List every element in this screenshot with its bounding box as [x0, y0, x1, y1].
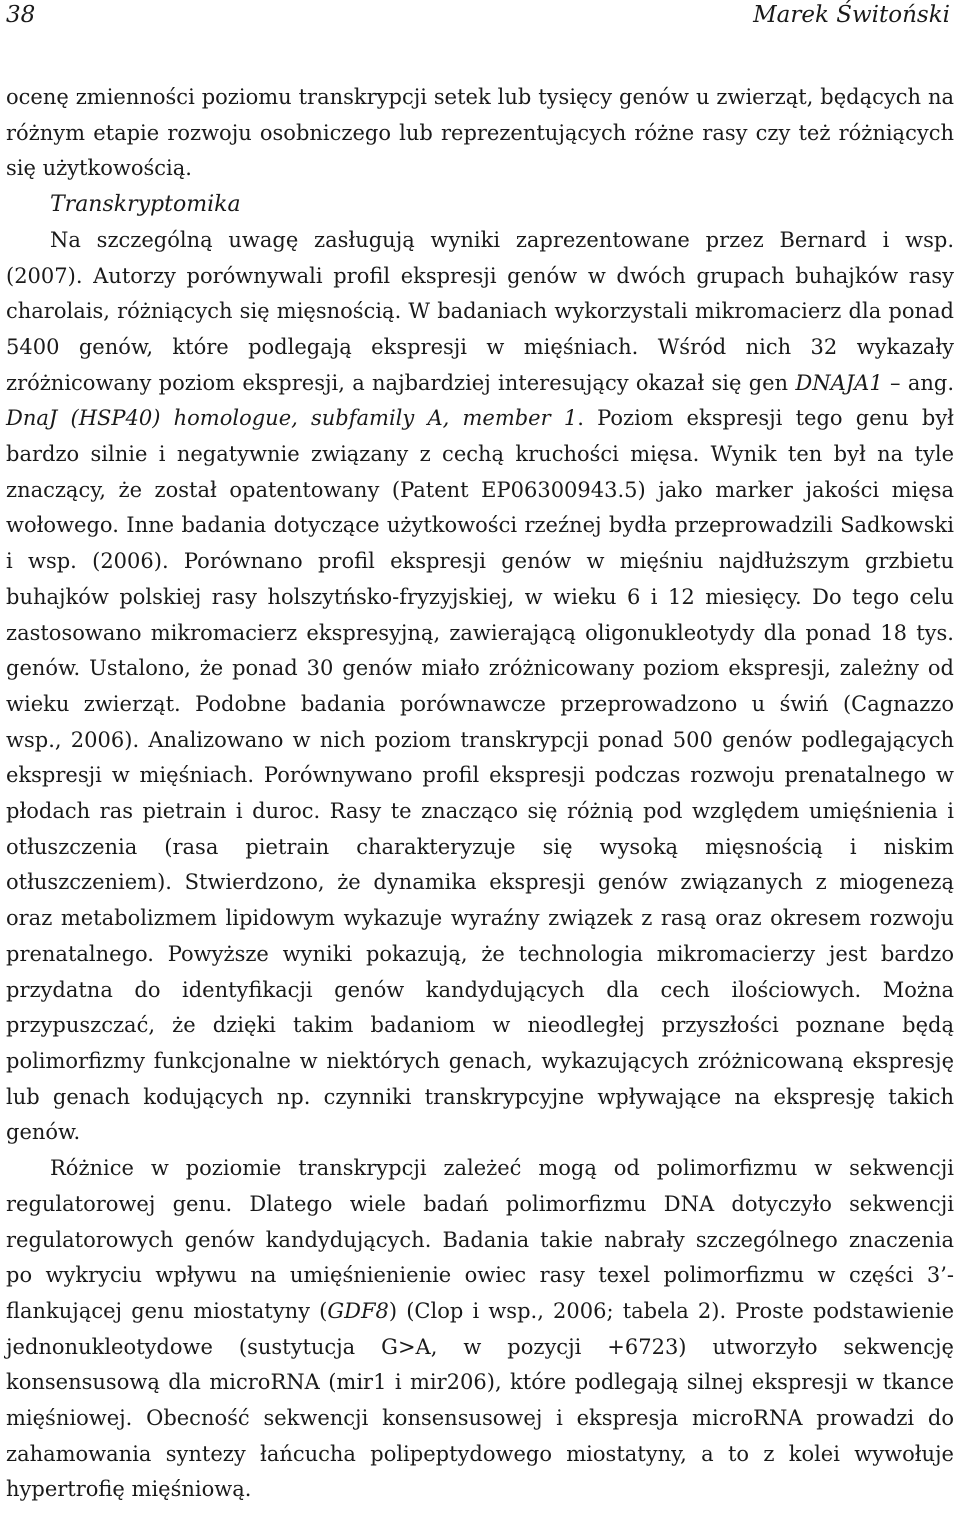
paragraph-regulatory-polymorphism	[6, 1151, 954, 1508]
text-run: . Poziom ekspresji tego genu był bardzo silnie i negatywnie związany z cechą kruchości mięsa. Wynik ten był na tyle znaczący, że został opatentowany (Patent EP06300943.5) jako marker jakości mięsa wołowego. Inne badania dotyczące użytkowości rzeźnej bydła przeprowadzili Sadkowski i wsp. (2006). Porównano profil ekspresji genów w mięśniu najdłuższym grzbietu buhajków polskiej rasy holszytńsko-fryzyjskiej, w wieku 6 i 12 miesięcy. Do tego celu zastosowano mikromacierz ekspresyjną, zawierającą oligonukleotydy dla ponad 18 tys. genów. Ustalono, że ponad 30 genów miało zróżnicowany poziom ekspresji, zależny od wieku zwierząt. Podobne badania porównawcze przeprowadzono u świń (Cagnazzo wsp., 2006). Analizowano w nich poziom transkrypcji ponad 500 genów podlegających ekspresji w mięśniach. Porównywano profil ekspresji podczas rozwoju prenatalnego w płodach ras pietrain i duroc. Rasy te znacząco się różnią pod względem umięśnienia i otłuszczenia (rasa pietrain charakteryzuje się wysoką mięsnością i niskim otłuszczeniem). Stwierdzono, że dynamika ekspresji genów związanych z miogenezą oraz metabolizmem lipidowym wykazuje wyraźny związek z rasą oraz okresem rozwoju prenatalnego. Powyższe wyniki pokazują, że technologia mikromacierzy jest bardzo przydatna do identyfikacji genów kandydujących dla cech ilościowych. Można przypuszczać, że dzięki takim badaniom w nieodległej przyszłości poznane będą polimorfizmy funkcjonalne w niektórych genach, wykazujących zróżnicowaną ekspresję lub genach kodujących np. czynniki transkrypcyjne wpływające na ekspresję takich genów.	[6, 406, 954, 1145]
paragraph-transcriptomics	[6, 223, 954, 1151]
section-heading: Transkryptomika	[50, 192, 241, 218]
text-run: – ang.	[882, 370, 954, 395]
text-run: ) (Clop i wsp., 2006; tabela 2). Proste podstawienie jednonukleotydowe (sustytucja G>A, w pozycji +6723) utworzyło sekwencję konsensusową dla microRNA (mir1 i mir206), które podlegają silnej ekspresji w tkance mięśniowej. Obecność sekwencji konsensusowej i ekspresja microRNA prowadzi do zahamowania syntezy łańcucha polipeptydowego miostatyny, a to z kolei wywołuje hypertrofię mięśniową.	[6, 1298, 954, 1502]
gene-full-name: DnaJ (HSP40) homologue, subfamily A, member 1	[6, 406, 578, 431]
gene-symbol: DNAJA1	[795, 370, 883, 395]
gene-symbol: GDF8	[327, 1298, 389, 1323]
running-head-author: Marek Świtoński	[753, 2, 950, 28]
page-header	[6, 2, 950, 36]
page-number: 38	[6, 2, 36, 28]
text-run: Na szczególną uwagę zasługują wyniki zaprezentowane przez Bernard i wsp. (2007). Autorzy porównywali profil ekspresji genów w dwóch grupach buhajków rasy charolais, różniących się mięsnością. W badaniach wykorzystali mikromacierz dla ponad 5400 genów, które podlegają ekspresji w mięśniach. Wśród nich 32 wykazały zróżnicowany poziom ekspresji, a najbardziej interesujący okazał się gen	[6, 227, 954, 395]
body-text	[6, 80, 954, 1508]
text-run: Różnice w poziomie transkrypcji zależeć mogą od polimorfizmu w sekwencji regulatorowej genu. Dlatego wiele badań polimorfizmu DNA dotyczyło sekwencji regulatorowych genów kandydujących. Badania takie nabrały szczególnego znaczenia po wykryciu wpływu na umięśnienienie owiec rasy texel polimorfizmu w części 3’-flankującej genu miostatyny (	[6, 1156, 954, 1323]
paragraph-continuation: ocenę zmienności poziomu transkrypcji setek lub tysięcy genów u zwierząt, będących na różnym etapie rozwoju osobniczego lub reprezentujących różne rasy czy też różniących się użytkowością.	[6, 85, 954, 181]
